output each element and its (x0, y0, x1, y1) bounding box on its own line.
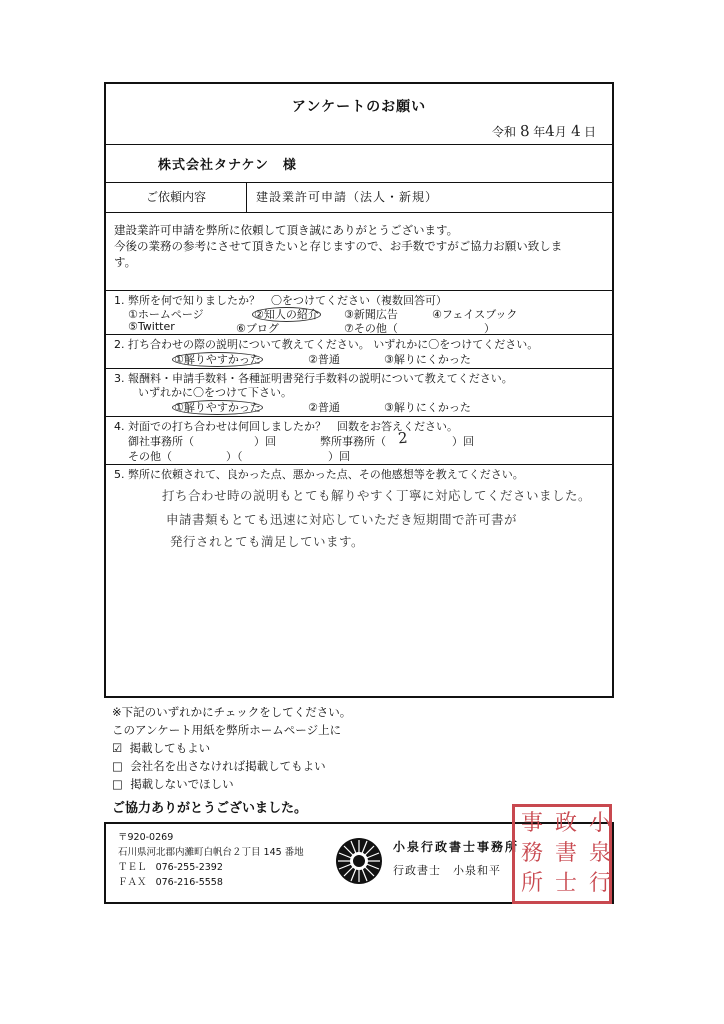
question-1 (106, 290, 612, 335)
other-label: その他（ (128, 450, 172, 463)
our-office-count[interactable]: 2 (397, 428, 409, 448)
intro-line: 建設業許可申請を弊所に依頼して頂き誠にありがとうございます。 (114, 223, 459, 237)
question-text: 5. 弊所に依頼されて、良かった点、悪かった点、その他感想等を教えてください。 (114, 468, 524, 481)
request-label: ご依頼内容 (106, 182, 247, 212)
address-block (118, 830, 304, 890)
checkbox-checked[interactable]: ☑ (112, 741, 123, 755)
client-name: 株式会社タナケン 様 (158, 158, 297, 173)
handwritten-answer: 発行されとても満足しています。 (170, 534, 365, 549)
option-facebook[interactable]: ④フェイスブック (432, 308, 518, 321)
survey-title: アンケートのお願い (291, 99, 427, 115)
person-name: 行政書士 小泉和平 (393, 864, 501, 877)
office-seal-stamp: 小 泉 行 政 書 士 事 務 所 (512, 804, 612, 904)
question-text: 1. 弊所を何で知りましたか？ 〇をつけてください（複数回答可） (114, 294, 447, 307)
date-month: 4 (544, 121, 556, 141)
survey-form (104, 82, 614, 698)
option-normal[interactable]: ②普通 (308, 353, 340, 366)
checkbox[interactable]: □ (112, 759, 123, 773)
question-2 (106, 334, 612, 369)
consent-section (112, 703, 351, 793)
other-close: ）回 (328, 450, 350, 463)
our-office-label: 弊所事務所（ (320, 435, 386, 448)
chrysanthemum-logo-icon (334, 836, 384, 886)
option-newspaper[interactable]: ③新聞広告 (344, 308, 398, 321)
request-row (106, 182, 612, 213)
option-normal[interactable]: ②普通 (308, 401, 340, 414)
tel-line: ＴＥＬ 076-255-2392 (118, 862, 223, 873)
question-text: 2. 打ち合わせの際の説明について教えてください。 いずれかに〇をつけてください。 (114, 338, 539, 351)
our-office-close: ）回 (452, 435, 474, 448)
date: 令和 8 年4月 4 日 (491, 121, 596, 141)
intro-line: 今後の業務の参考にさせて頂きたいと存じますので、お手数ですがご協力お願い致しま (114, 239, 563, 253)
option-other[interactable]: ⑦その他（ (344, 322, 398, 335)
thanks-message: ご協力ありがとうございました。 (112, 801, 308, 816)
postal-code: 〒920-0269 (118, 832, 174, 843)
client-row (106, 144, 612, 183)
date-year: 8 (519, 121, 530, 141)
intro-section (106, 212, 612, 291)
date-day: 4 (569, 121, 581, 141)
other-mid: ）（ (226, 450, 243, 463)
question-subtext: いずれかに〇をつけて下さい。 (138, 386, 292, 399)
own-office-label: 御社事務所（ (128, 435, 194, 448)
consent-option-publish[interactable]: ☑ 掲載してもよい (112, 741, 211, 755)
question-text: 4. 対面での打ち合わせは何回しましたか？ 回数をお答えください。 (114, 420, 458, 433)
option-hard[interactable]: ③解りにくかった (384, 353, 471, 366)
consent-note: このアンケート用紙を弊所ホームページ上に (112, 723, 342, 737)
option-twitter[interactable]: ⑤Twitter (128, 320, 175, 333)
own-office-close: ）回 (254, 435, 276, 448)
question-3 (106, 368, 612, 417)
consent-option-no-publish[interactable]: □ 掲載しないでほしい (112, 777, 234, 791)
question-4 (106, 416, 612, 465)
question-5 (106, 464, 612, 698)
option-referral[interactable]: ②知人の紹介 (254, 308, 319, 321)
option-hard[interactable]: ③解りにくかった (384, 401, 471, 414)
office-name: 小泉行政書士事務所 (393, 840, 520, 854)
intro-line: す。 (114, 255, 137, 269)
option-blog[interactable]: ⑥ブログ (236, 322, 279, 335)
option-homepage[interactable]: ①ホームページ (128, 308, 204, 321)
address: 石川県河北郡内灘町白帆台２丁目 145 番地 (118, 847, 304, 858)
consent-note: ※下記のいずれかにチェックをしてください。 (112, 705, 352, 719)
question-text: 3. 報酬料・申請手数料・各種証明書発行手数料の説明について教えてください。 (114, 372, 513, 385)
fax-line: ＦＡＸ 076-216-5558 (118, 877, 223, 888)
request-value: 建設業許可申請（法人・新規） (256, 190, 439, 204)
option-other-close: ） (484, 322, 495, 335)
handwritten-answer: 打ち合わせ時の説明もとても解りやすく丁寧に対応してくださいました。 (162, 488, 592, 503)
checkbox[interactable]: □ (112, 777, 123, 791)
footer (104, 811, 614, 904)
title-row (106, 84, 612, 145)
option-easy[interactable]: ①解りやすかった (174, 353, 261, 366)
handwritten-answer: 申請書類もとても迅速に対応していただき短期間で許可書が (166, 512, 518, 527)
consent-option-anonymous[interactable]: □ 会社名を出さなければ掲載してもよい (112, 759, 326, 773)
option-easy[interactable]: ①解りやすかった (174, 401, 261, 414)
